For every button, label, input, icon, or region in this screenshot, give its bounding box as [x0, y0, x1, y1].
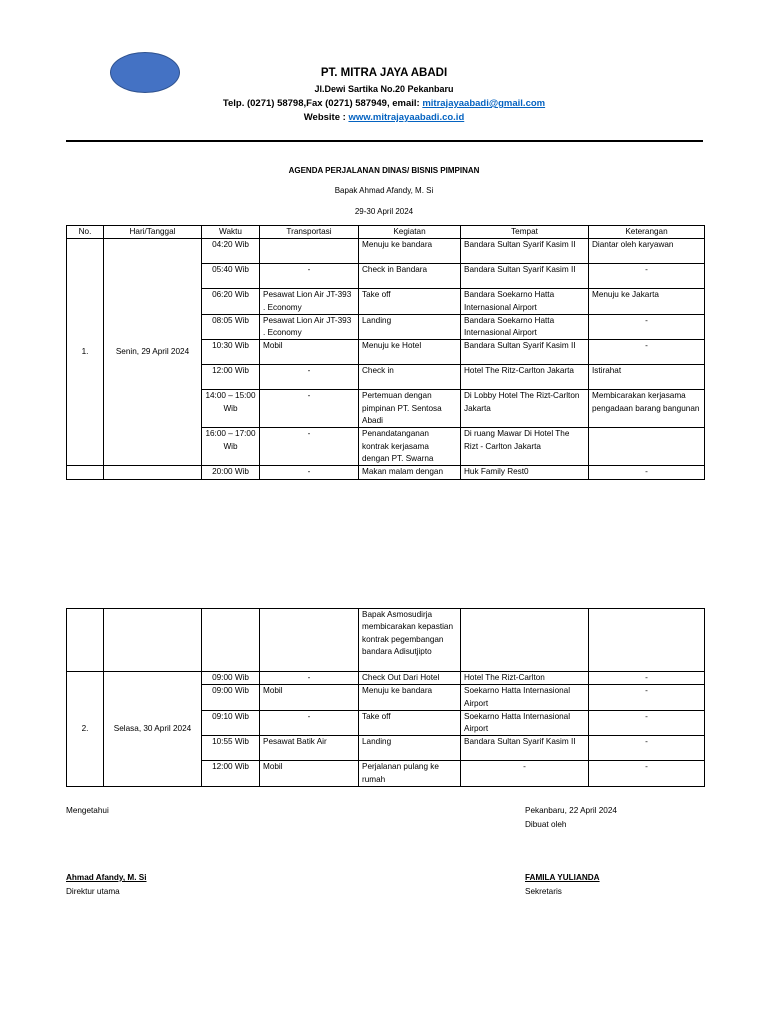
- cell-keterangan: -: [589, 761, 705, 787]
- website-label: Website :: [303, 112, 349, 123]
- cell-kegiatan: Check in: [359, 365, 461, 390]
- cell-waktu: [202, 609, 260, 672]
- cell-waktu: 16:00 – 17:00 Wib: [202, 428, 260, 466]
- col-header: Keterangan: [589, 226, 705, 239]
- agenda-dates: 29-30 April 2024: [354, 207, 414, 216]
- cell-tempat: Soekarno Hatta Internasional Airport: [461, 685, 589, 711]
- email-link[interactable]: mitrajayaabadi@gmail.com: [422, 98, 546, 109]
- day-number: 2.: [67, 672, 104, 787]
- cell-keterangan: [589, 428, 705, 466]
- director-name: Ahmad Afandy, M. Si: [66, 873, 147, 882]
- col-header: Waktu: [202, 226, 260, 239]
- cell-kegiatan: Check Out Dari Hotel: [359, 672, 461, 685]
- cell-kegiatan: Penandatanganan kontrak kerjasama dengan PT. Swarna: [359, 428, 461, 466]
- cell-keterangan: -: [589, 685, 705, 711]
- cell-tempat: Huk Family Rest0: [461, 466, 589, 479]
- header-divider: [66, 140, 703, 142]
- cell-kegiatan: Perjalanan pulang ke rumah: [359, 761, 461, 787]
- cell-transport: [260, 609, 359, 672]
- col-header: Hari/Tanggal: [104, 226, 202, 239]
- cell-transport: -: [260, 428, 359, 466]
- cell-kegiatan: Landing: [359, 736, 461, 761]
- day-number: 1.: [67, 239, 104, 466]
- cell-keterangan: -: [589, 314, 705, 340]
- cell-kegiatan: Menuju ke Hotel: [359, 340, 461, 365]
- cell-waktu: 09:00 Wib: [202, 685, 260, 711]
- cell-tempat: Bandara Sultan Syarif Kasim II: [461, 340, 589, 365]
- cell-transport: -: [260, 365, 359, 390]
- cell-waktu: 10:55 Wib: [202, 736, 260, 761]
- cell-transport: Mobil: [260, 685, 359, 711]
- cell-tempat: Bandara Sultan Syarif Kasim II: [461, 264, 589, 289]
- cell-tempat: Di Lobby Hotel The Rizt-Carlton Jakarta: [461, 390, 589, 428]
- cell-keterangan: -: [589, 672, 705, 685]
- agenda-table-part-2: [66, 608, 705, 787]
- agenda-table-part-1: [66, 225, 705, 480]
- cell-tempat: Bandara Sultan Syarif Kasim II: [461, 736, 589, 761]
- cell-keterangan: -: [589, 736, 705, 761]
- cell-waktu: 10:30 Wib: [202, 340, 260, 365]
- cell-keterangan: Diantar oleh karyawan: [589, 239, 705, 264]
- cell-transport: Pesawat Lion Air JT-393 . Economy: [260, 289, 359, 315]
- cell-waktu: 08:05 Wib: [202, 314, 260, 340]
- cell-transport: -: [260, 264, 359, 289]
- cell-keterangan: -: [589, 264, 705, 289]
- cell-tempat: Di ruang Mawar Di Hotel The Rizt - Carlton Jakarta: [461, 428, 589, 466]
- cell-waktu: 14:00 – 15:00 Wib: [202, 390, 260, 428]
- table-row: [67, 466, 705, 479]
- cell-waktu: 05:40 Wib: [202, 264, 260, 289]
- cell-transport: [260, 239, 359, 264]
- table-row: [67, 672, 705, 685]
- cell-kegiatan: Makan malam dengan: [359, 466, 461, 479]
- cell-transport: -: [260, 390, 359, 428]
- cell-tempat: Bandara Soekarno Hatta Internasional Airport: [461, 314, 589, 340]
- secretary-name: FAMILA YULIANDA: [525, 873, 600, 882]
- contact-text: Telp. (0271) 58798,Fax (0271) 587949, email:: [222, 98, 423, 109]
- cell-transport: Mobil: [260, 340, 359, 365]
- cell-no: [67, 466, 104, 479]
- cell-keterangan: -: [589, 710, 705, 736]
- cell-kegiatan: Take off: [359, 289, 461, 315]
- cell-transport: -: [260, 672, 359, 685]
- cell-tempat: -: [461, 761, 589, 787]
- cell-date: [104, 609, 202, 672]
- cell-waktu: 20:00 Wib: [202, 466, 260, 479]
- company-address: Jl.Dewi Sartika No.20 Pekanbaru: [314, 84, 454, 94]
- table-row: [67, 609, 705, 672]
- cell-kegiatan: Take off: [359, 710, 461, 736]
- cell-kegiatan: Menuju ke bandara: [359, 685, 461, 711]
- cell-kegiatan: Pertemuan dengan pimpinan PT. Sentosa Abadi: [359, 390, 461, 428]
- cell-keterangan: [589, 609, 705, 672]
- cell-kegiatan: Landing: [359, 314, 461, 340]
- company-contact: [0, 98, 768, 109]
- secretary-title: Sekretaris: [525, 887, 562, 896]
- cell-date: [104, 466, 202, 479]
- cell-kegiatan: Menuju ke bandara: [359, 239, 461, 264]
- cell-transport: -: [260, 466, 359, 479]
- col-header: Kegiatan: [359, 226, 461, 239]
- cell-waktu: 09:10 Wib: [202, 710, 260, 736]
- cell-keterangan: -: [589, 466, 705, 479]
- agenda-person: Bapak Ahmad Afandy, M. Si: [334, 186, 434, 195]
- cell-tempat: [461, 609, 589, 672]
- cell-kegiatan: Check in Bandara: [359, 264, 461, 289]
- cell-keterangan: Membicarakan kerjasama pengadaan barang bangunan: [589, 390, 705, 428]
- cell-waktu: 06:20 Wib: [202, 289, 260, 315]
- company-website: [0, 112, 768, 123]
- cell-transport: Pesawat Batik Air: [260, 736, 359, 761]
- table-header-row: [67, 226, 705, 239]
- company-name: PT. MITRA JAYA ABADI: [320, 67, 448, 79]
- table-row: [67, 239, 705, 264]
- cell-keterangan: Istirahat: [589, 365, 705, 390]
- website-link[interactable]: www.mitrajayaabadi.co.id: [348, 112, 465, 123]
- cell-keterangan: -: [589, 340, 705, 365]
- cell-waktu: 04:20 Wib: [202, 239, 260, 264]
- cell-tempat: Hotel The Ritz-Carlton Jakarta: [461, 365, 589, 390]
- place-date: Pekanbaru, 22 April 2024: [525, 806, 617, 815]
- cell-kegiatan: Bapak Asmosudirja membicarakan kepastian kontrak pegembangan bandara Adisutjipto: [359, 609, 461, 672]
- col-header: Tempat: [461, 226, 589, 239]
- cell-transport: Pesawat Lion Air JT-393 . Economy: [260, 314, 359, 340]
- cell-no: [67, 609, 104, 672]
- cell-waktu: 12:00 Wib: [202, 365, 260, 390]
- cell-keterangan: Menuju ke Jakarta: [589, 289, 705, 315]
- cell-tempat: Bandara Soekarno Hatta Internasional Airport: [461, 289, 589, 315]
- cell-tempat: Hotel The Rizt-Carlton: [461, 672, 589, 685]
- col-header: Transportasi: [260, 226, 359, 239]
- cell-transport: -: [260, 710, 359, 736]
- cell-tempat: Bandara Sultan Syarif Kasim II: [461, 239, 589, 264]
- col-header: No.: [67, 226, 104, 239]
- agenda-title: AGENDA PERJALANAN DINAS/ BISNIS PIMPINAN: [288, 166, 480, 175]
- created-by-label: Dibuat oleh: [525, 820, 567, 829]
- cell-tempat: Soekarno Hatta Internasional Airport: [461, 710, 589, 736]
- day-date: Selasa, 30 April 2024: [104, 672, 202, 787]
- cell-transport: Mobil: [260, 761, 359, 787]
- cell-waktu: 12:00 Wib: [202, 761, 260, 787]
- director-title: Direktur utama: [66, 887, 120, 896]
- day-date: Senin, 29 April 2024: [104, 239, 202, 466]
- cell-waktu: 09:00 Wib: [202, 672, 260, 685]
- acknowledged-label: Mengetahui: [66, 806, 109, 815]
